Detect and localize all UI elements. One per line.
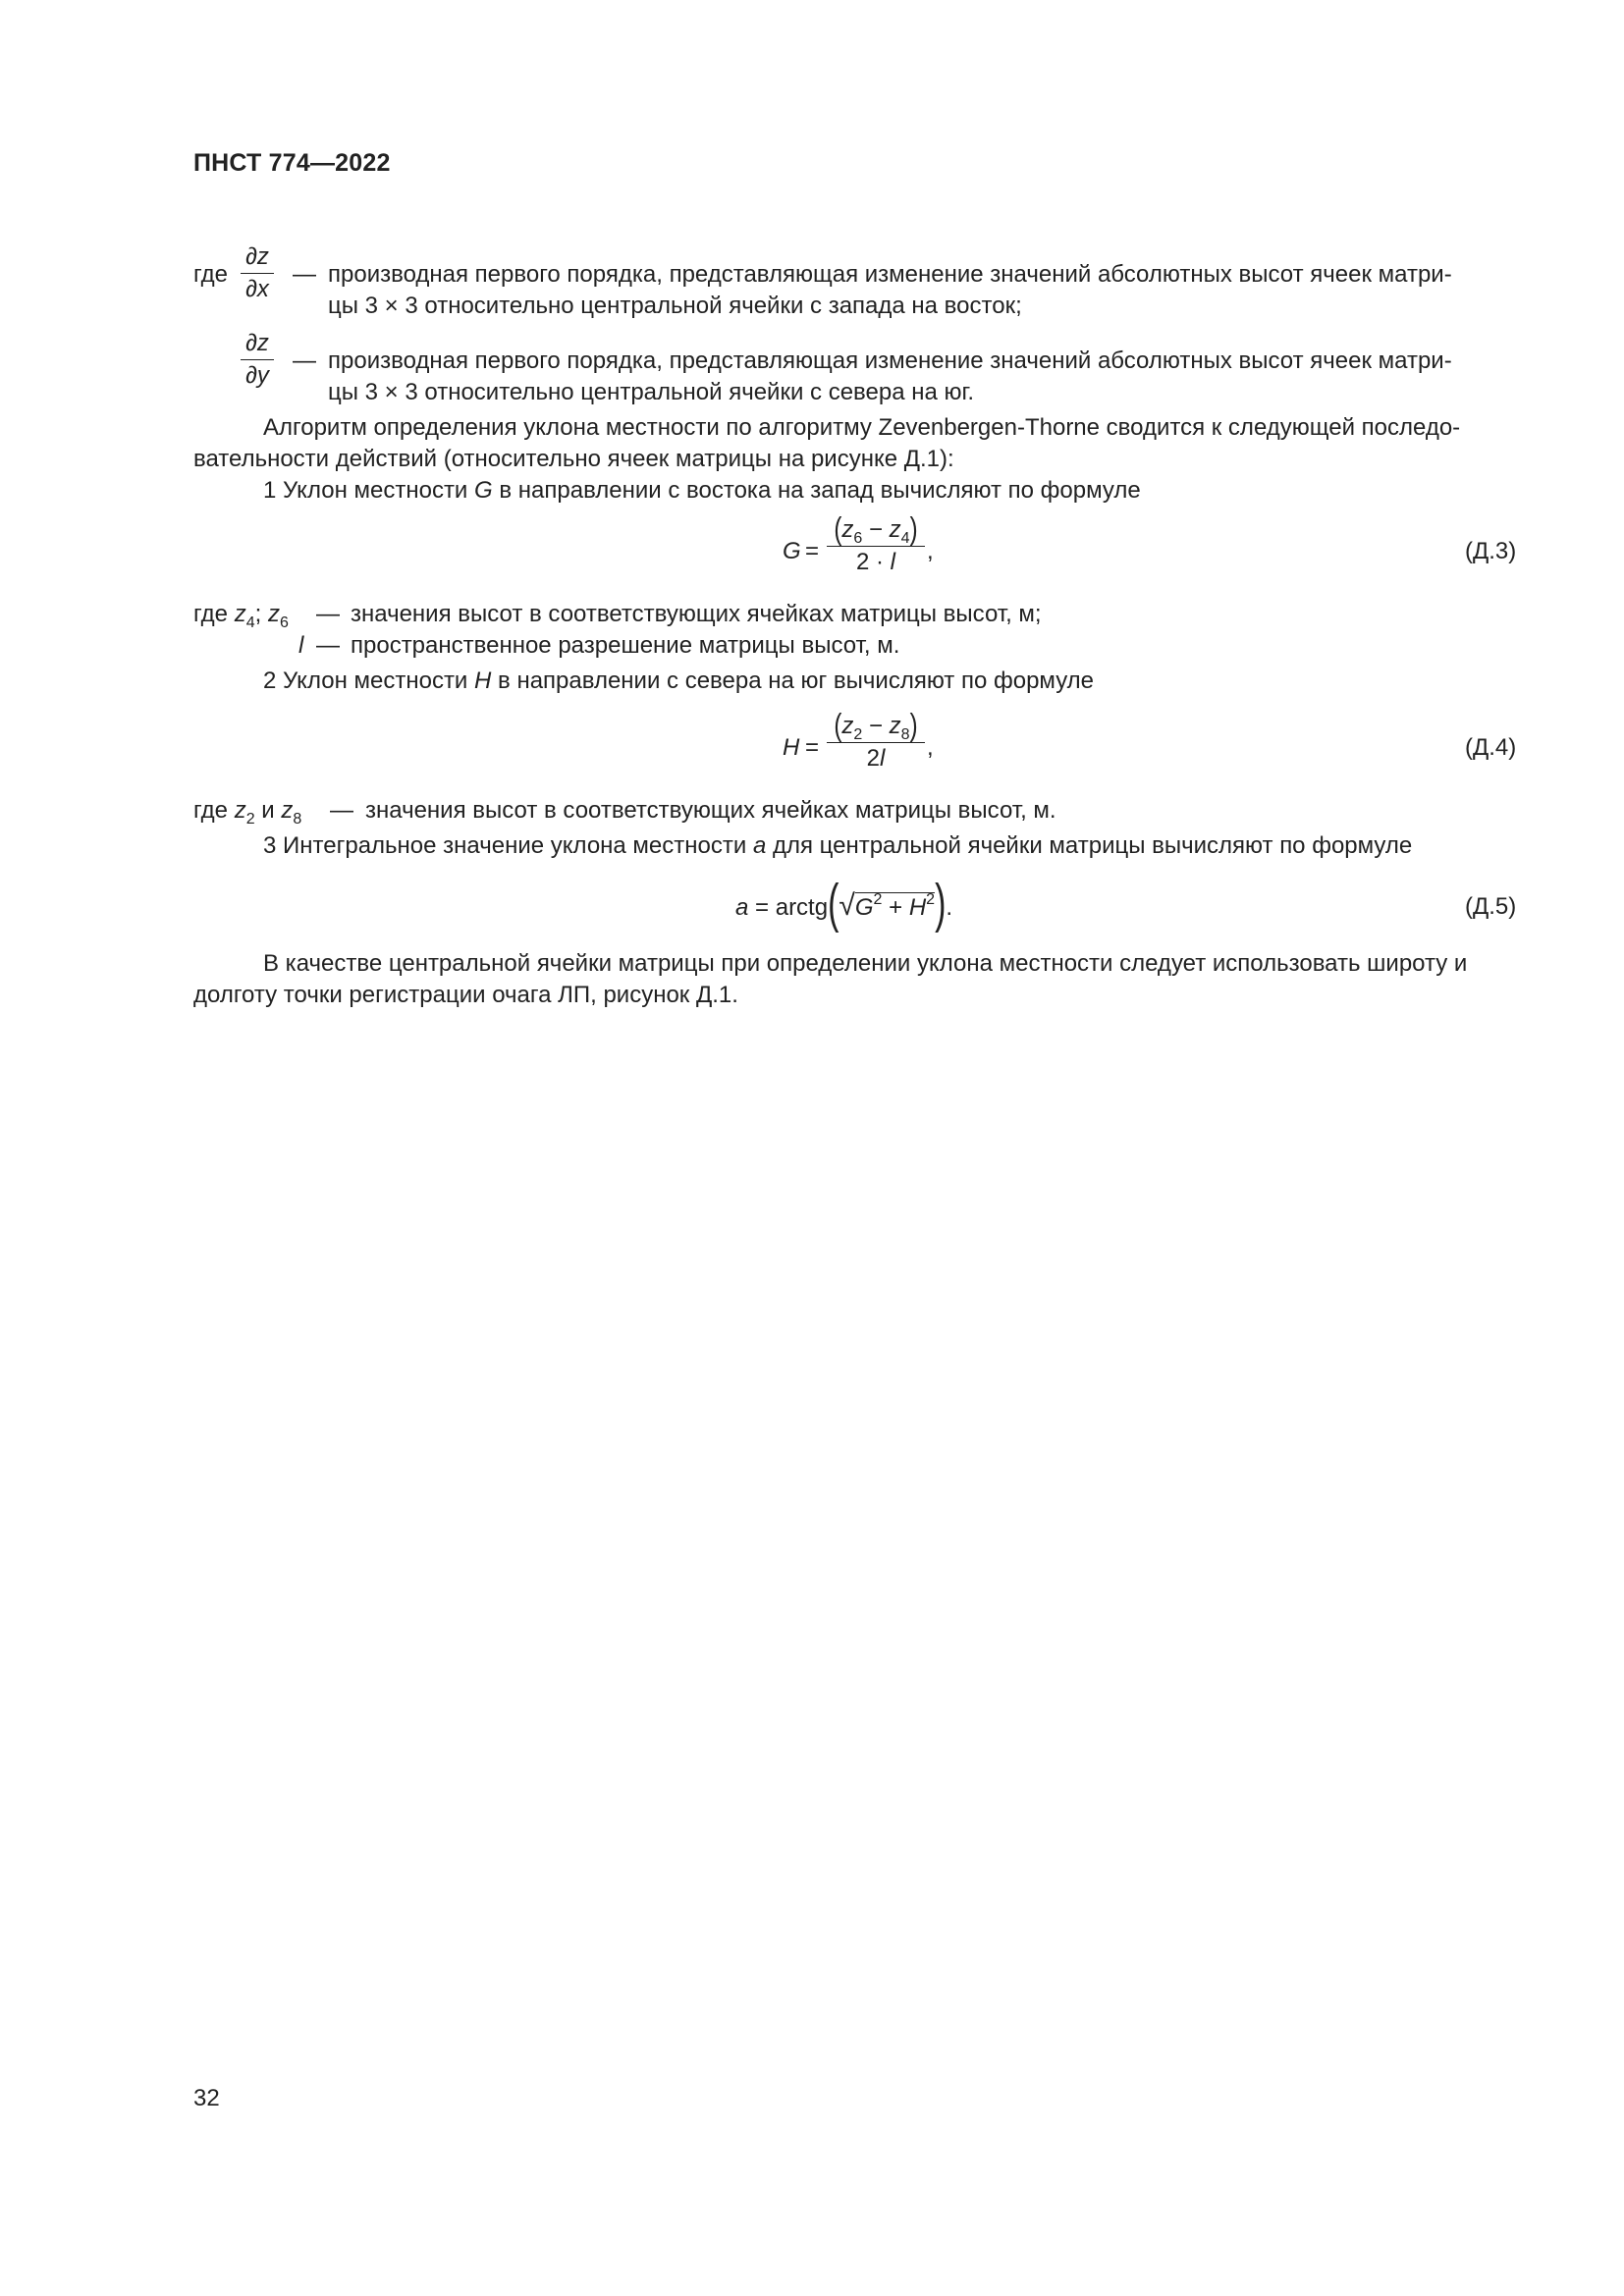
where-vars-z4-z6: где $z_4$; $z_6$	[193, 601, 289, 631]
definition-dash: —	[316, 632, 340, 659]
definition-text: цы 3 × 3 относительно центральной ячейки с запада на восток;	[328, 293, 1022, 319]
step-2: 2 Уклон местности H в направлении с севера на юг вычисляют по формуле	[263, 667, 1095, 694]
derivative-denominator: ∂y	[245, 362, 269, 389]
definition-text: значения высот в соответствующих ячейках матрицы высот, м;	[351, 601, 1042, 627]
eq4-equals: =	[805, 734, 820, 761]
paragraph-line: вательности действий (относительно ячеек матрицы на рисунке Д.1):	[193, 446, 954, 472]
eq3-equals: =	[805, 538, 820, 564]
derivative-numerator: ∂z	[245, 243, 269, 270]
eq3-numerator: $(z_6 - z_4)$	[834, 511, 918, 548]
eq4-fraction	[827, 708, 925, 774]
eq3-comma: ,	[927, 538, 934, 564]
step-3: 3 Интегральное значение уклона местности a для центральной ячейки матрицы вычисляют по формуле	[263, 832, 1413, 859]
derivative-dzdy	[241, 328, 274, 392]
eq5-number: (Д.5)	[1465, 893, 1517, 920]
eq3-lhs: G	[783, 538, 801, 564]
definition-text: производная первого порядка, представляющая изменение значений абсолютных высот ячеек матри-	[328, 347, 1452, 374]
eq4-comma: ,	[927, 734, 934, 761]
sqrt-argument: $G^2 + H^2$	[854, 891, 936, 921]
definition-text: пространственное разрешение матрицы высот, м.	[351, 632, 900, 659]
page-number: 32	[193, 2085, 220, 2111]
definition-dash: —	[293, 347, 316, 374]
eq4-denominator: 2l	[866, 745, 886, 772]
where-vars-z2-z8: где $z_2$ и $z_8$	[193, 797, 302, 828]
eq4-numerator: $(z_2 - z_8)$	[834, 708, 918, 744]
where-label: где	[193, 261, 229, 288]
definition-dash: —	[330, 797, 353, 824]
paragraph-line: долготу точки регистрации очага ЛП, рисунок Д.1.	[193, 982, 738, 1008]
step-1: 1 Уклон местности G в направлении с востока на запад вычисляют по формуле	[263, 477, 1141, 504]
document-header: ПНСТ 774—2022	[193, 149, 391, 177]
eq4-number: (Д.4)	[1465, 734, 1517, 761]
eq3-number: (Д.3)	[1465, 538, 1517, 564]
definition-text: значения высот в соответствующих ячейках матрицы высот, м.	[365, 797, 1056, 824]
derivative-dzdx	[241, 241, 274, 305]
paragraph-line: В качестве центральной ячейки матрицы при определении уклона местности следует использовать широту и	[263, 950, 1468, 977]
sqrt-icon: √	[839, 889, 855, 922]
eq5-formula: $a = arctg(√G^2 + H^2)$.	[735, 874, 953, 934]
paragraph-line: Алгоритм определения уклона местности по алгоритму Zevenbergen-Thorne сводится к следующей последо-	[263, 414, 1461, 441]
definition-dash: —	[316, 601, 340, 627]
eq4-lhs: H	[783, 734, 800, 761]
var-l: l	[298, 632, 304, 659]
derivative-numerator: ∂z	[245, 330, 269, 356]
eq3-fraction	[827, 511, 925, 578]
definition-text: цы 3 × 3 относительно центральной ячейки с севера на юг.	[328, 379, 974, 405]
derivative-denominator: ∂x	[245, 276, 269, 302]
definition-dash: —	[293, 261, 316, 288]
definition-text: производная первого порядка, представляющая изменение значений абсолютных высот ячеек матри-	[328, 261, 1452, 288]
eq3-denominator: 2 · l	[855, 549, 896, 575]
